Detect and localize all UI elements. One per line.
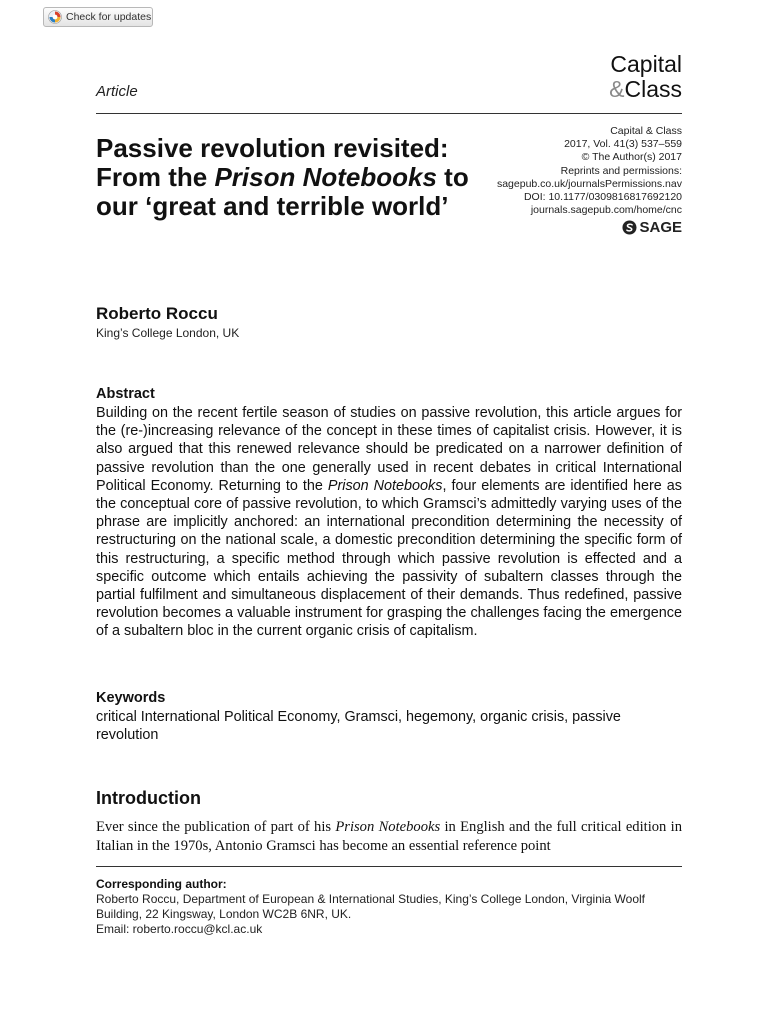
header-divider (96, 113, 682, 114)
intro-text-italic: Prison Notebooks (335, 819, 441, 835)
title-part1: Passive revolution revisited: From the (96, 133, 449, 192)
introduction-heading: Introduction (96, 788, 201, 808)
meta-reprints: Reprints and permissions: (560, 164, 682, 177)
update-badge-icon (48, 10, 62, 24)
title-italic: Prison Notebooks (214, 162, 437, 192)
meta-permissions-link[interactable]: sagepub.co.uk/journalsPermissions.nav (496, 177, 682, 190)
keywords-heading: Keywords (96, 690, 166, 706)
corresponding-author-heading: Corresponding author: (96, 877, 227, 891)
publication-meta (497, 125, 682, 217)
sage-logo-text: SAGE (639, 219, 682, 236)
title-part2: to our ‘great and terrible world’ (96, 162, 469, 221)
footnote-divider (96, 866, 682, 867)
corresponding-author-block (96, 877, 682, 937)
abstract-heading: Abstract (96, 386, 155, 402)
article-type-label: Article (96, 83, 138, 100)
intro-text-part1: Ever since the publication of part of his (96, 819, 336, 835)
author-name: Roberto Roccu (96, 304, 218, 323)
abstract-text-part2: , four elements are identified here as the conceptual core of passive revolution, to which Gramsci’s admittedly varying uses of the phrase are implicitly anchored: an international precondition determining the necessity of restructuring on the national scale, a domestic precondition determining the specific form of this restructuring, a specific method through which passive revolution is effected and a specific outcome which entails achieving the passivity of subaltern classes through the partial fulfilment and simultaneous displacement of their demands. Thus redefined, passive revolution becomes a valuable instrument for grasping the challenges facing the emergence of a subaltern bloc in the current organic crisis of capitalism. (96, 477, 682, 640)
meta-journal: Capital & Class (610, 125, 682, 137)
abstract-text-italic: Prison Notebooks (327, 477, 443, 494)
article-title (96, 134, 476, 221)
journal-logo-ampersand: & (609, 76, 625, 102)
meta-volume: 2017, Vol. 41(3) 537–559 (564, 138, 682, 151)
check-for-updates-label: Check for updates (66, 11, 152, 23)
corresponding-author-email[interactable]: Email: roberto.roccu@kcl.ac.uk (96, 922, 263, 936)
meta-journal-link[interactable]: journals.sagepub.com/home/cnc (530, 204, 682, 217)
journal-logo-line1: Capital (610, 51, 682, 77)
journal-logo (609, 52, 682, 102)
sage-s-icon (622, 220, 637, 235)
author-block (96, 304, 239, 340)
keywords-text: critical International Political Economy, Gramsci, hegemony, organic crisis, passive revolution (96, 709, 621, 744)
author-affiliation: King’s College London, UK (96, 326, 240, 340)
abstract-text-part1: Building on the recent fertile season of studies on passive revolution, this article argues for the (re-)increasing relevance of the concept in these times of capitalist crisis. However, it is also argued that this renewed relevance should be predicated on a narrower definition of passive revolution than the one generally used in recent debates in critical International Political Economy. Returning to the (96, 405, 682, 494)
introduction-text (96, 818, 682, 856)
sage-logo (622, 219, 682, 236)
meta-copyright: © The Author(s) 2017 (581, 151, 682, 164)
meta-doi[interactable]: DOI: 10.1177/0309816817692120 (523, 191, 682, 204)
intro-text-part2: in English and the full critical edition in Italian in the 1970s, Antonio Gramsci has become an essential reference point (96, 819, 682, 854)
corresponding-author-address: Roberto Roccu, Department of European & International Studies, King’s College London, Virginia Woolf Building, 22 Kingsway, London WC2B 6NR, UK. (96, 892, 645, 921)
check-for-updates-button[interactable] (43, 7, 153, 27)
journal-logo-line2: Class (624, 76, 682, 102)
abstract-text (96, 404, 682, 641)
